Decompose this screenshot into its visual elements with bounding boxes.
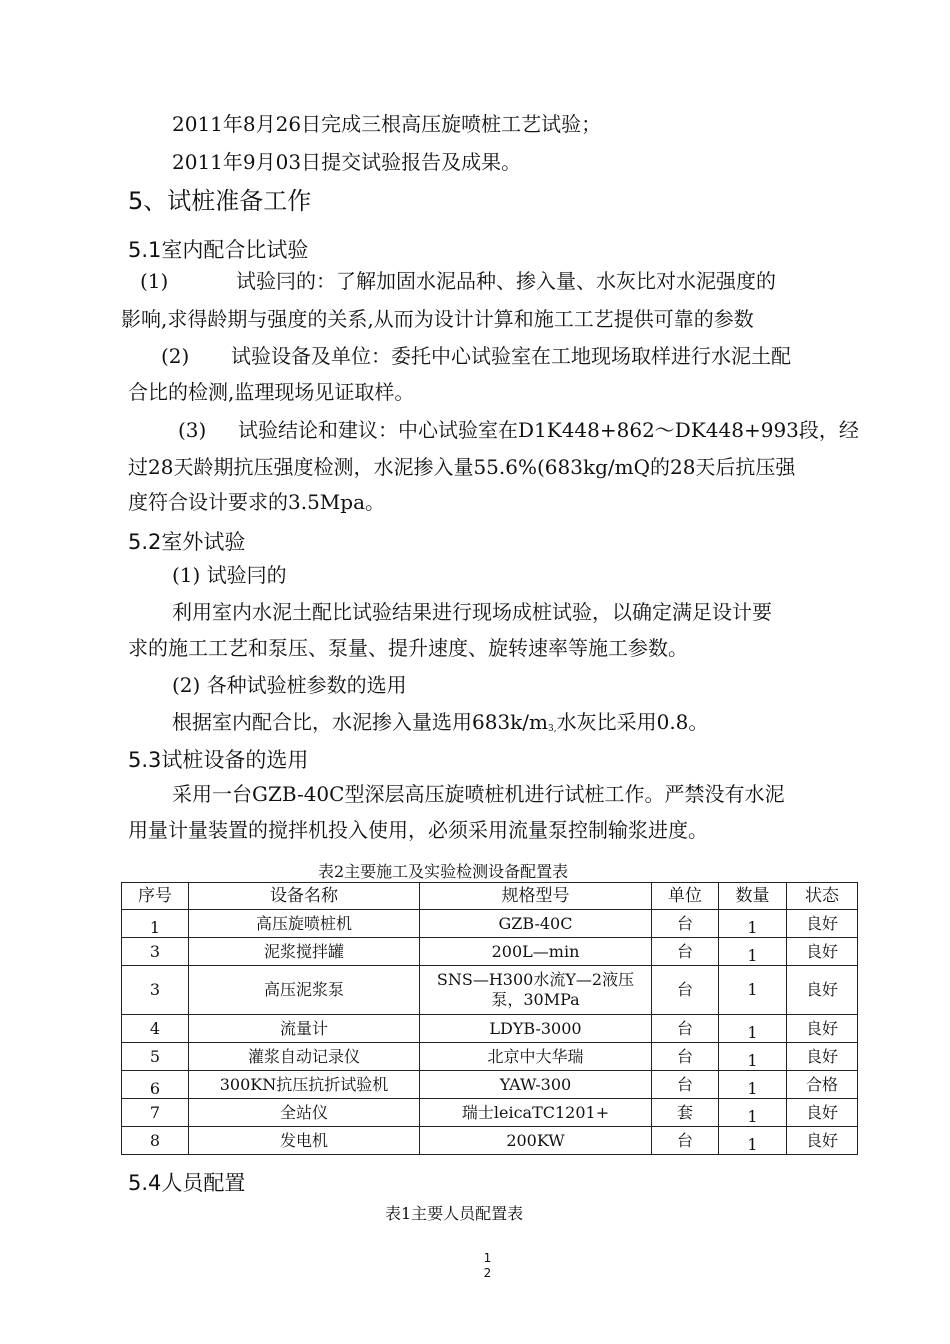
table-row: [122, 1015, 858, 1043]
paragraph-2-line-2: 合比的检测,监理现场见证取样。: [128, 380, 415, 404]
section-5-2-heading: 5.2室外试验: [128, 530, 246, 554]
table-row: [122, 1127, 858, 1155]
cell-model-line-2: 泵，30MPa: [491, 990, 580, 1009]
cell-equipment-name: 灌浆自动记录仪: [189, 1043, 420, 1071]
cell-model: [420, 966, 652, 1015]
cell-index: 8: [122, 1127, 189, 1155]
outdoor-item-2-title: (2) 各种试验桩参数的选用: [172, 673, 407, 697]
cell-quantity: 1: [719, 1043, 787, 1071]
cell-quantity: 1: [719, 938, 787, 966]
cell-model-line-1: SNS—H300水流Y—2液压: [436, 970, 635, 989]
page-number-top: 1: [483, 1251, 492, 1265]
header-index: 序号: [122, 883, 189, 910]
table-row: [122, 1099, 858, 1127]
cell-unit: 台: [652, 1015, 719, 1043]
cell-equipment-name: 300KN抗压抗折试验机: [189, 1071, 420, 1099]
paragraph-3-line-3: 度符合设计要求的3.5Mpa。: [128, 490, 386, 514]
cell-model: YAW-300: [420, 1071, 652, 1099]
cell-unit: 台: [652, 1127, 719, 1155]
cell-quantity: 1: [719, 1099, 787, 1127]
schedule-line-2: 2011年9月03日提交试验报告及成果。: [172, 150, 522, 174]
cell-index: 1: [122, 910, 189, 938]
table-header-row: [122, 883, 858, 910]
table-1-caption: 表1主要人员配置表: [385, 1204, 524, 1223]
cell-status: 良好: [787, 910, 858, 938]
header-status: 状态: [787, 883, 858, 910]
cell-unit: 台: [652, 966, 719, 1015]
table-row: [122, 938, 858, 966]
equipment-line-2: 用量计量装置的搅拌机投入使用，必须采用流量泵控制输浆进度。: [128, 818, 708, 842]
header-unit: 单位: [652, 883, 719, 910]
cell-equipment-name: 流量计: [189, 1015, 420, 1043]
cell-status: 合格: [787, 1071, 858, 1099]
equipment-table: [121, 882, 858, 1155]
cell-model: 200L—min: [420, 938, 652, 966]
cell-quantity: 1: [719, 1127, 787, 1155]
paragraph-1-line-1: 试验冃的：了解加固水泥品种、掺入量、水灰比对水泥强度的: [236, 269, 776, 293]
paragraph-2-number: (2): [161, 344, 190, 368]
cell-quantity: 1: [719, 1071, 787, 1099]
cell-status: 良好: [787, 938, 858, 966]
cell-model: GZB-40C: [420, 910, 652, 938]
cell-status: 良好: [787, 1043, 858, 1071]
paragraph-3-line-2: 过28天龄期抗压强度检测，水泥掺入量55.6%(683kg/mQ的28天后抗压强: [128, 455, 796, 479]
outdoor-item-1-title: (1) 试验冃的: [172, 563, 287, 587]
cell-quantity: 1: [719, 1015, 787, 1043]
outdoor-item-1-line-1: 利用室内水泥土配比试验结果进行现场成桩试验，以确定满足设计要: [172, 600, 772, 624]
cell-status: 良好: [787, 1127, 858, 1155]
cell-unit: 台: [652, 1071, 719, 1099]
schedule-line-1: 2011年8月26日完成三根高压旋喷桩工艺试验；: [172, 112, 602, 136]
outdoor-item-2-text-b: 水灰比采用0.8。: [556, 710, 709, 734]
cell-equipment-name: 发电机: [189, 1127, 420, 1155]
cell-model: 200KW: [420, 1127, 652, 1155]
cell-status: 良好: [787, 966, 858, 1015]
table-row: [122, 1071, 858, 1099]
section-5-heading: 5、试桩准备工作: [128, 187, 312, 215]
cell-unit: 台: [652, 910, 719, 938]
cell-equipment-name: 泥浆搅拌罐: [189, 938, 420, 966]
cell-model: 瑞士leicaTC1201+: [420, 1099, 652, 1127]
outdoor-item-2-text-a: 根据室内配合比，水泥掺入量选用683k/m: [172, 710, 548, 734]
section-5-3-heading: 5.3试桩设备的选用: [128, 748, 309, 772]
cell-equipment-name: 全站仪: [189, 1099, 420, 1127]
cell-index: 3: [122, 966, 189, 1015]
page-number-bottom: 2: [483, 1266, 492, 1280]
cell-status: 良好: [787, 1099, 858, 1127]
table-row: [122, 966, 858, 1015]
outdoor-item-1-line-2: 求的施工工艺和泵压、泵量、提升速度、旋转速率等施工参数。: [128, 636, 688, 660]
paragraph-1-number: (1): [140, 269, 169, 293]
table-row: [122, 910, 858, 938]
cell-status: 良好: [787, 1015, 858, 1043]
cell-quantity: 1: [719, 966, 787, 1015]
cell-index: 6: [122, 1071, 189, 1099]
paragraph-2-line-1: 试验设备及单位：委托中心试验室在工地现场取样进行水泥土配: [231, 344, 791, 368]
paragraph-3-number: (3): [178, 418, 207, 442]
table-2-caption: 表2主要施工及实验检测设备配置表: [318, 862, 569, 881]
cell-index: 4: [122, 1015, 189, 1043]
cell-equipment-name: 高压旋喷桩机: [189, 910, 420, 938]
paragraph-1-line-2: 影响,求得龄期与强度的关系,从而为设计计算和施工工艺提供可靠的参数: [121, 307, 754, 331]
cell-index: 3: [122, 938, 189, 966]
section-5-4-heading: 5.4人员配置: [128, 1171, 246, 1195]
table-row: [122, 1043, 858, 1071]
equipment-line-1: 采用一台GZB-40C型深层高压旋喷桩机进行试桩工作。严禁没有水泥: [172, 782, 785, 806]
cell-index: 5: [122, 1043, 189, 1071]
cell-unit: 套: [652, 1099, 719, 1127]
cell-index: 7: [122, 1099, 189, 1127]
outdoor-item-2-line: [172, 709, 708, 742]
paragraph-3-line-1: 试验结论和建议：中心试验室在D1K448+862〜DK448+993段，经: [238, 418, 859, 442]
header-model: 规格型号: [420, 883, 652, 910]
unit-subscript: 3,: [548, 724, 557, 734]
cell-unit: 台: [652, 1043, 719, 1071]
section-5-1-heading: 5.1室内配合比试验: [128, 238, 309, 262]
header-quantity: 数量: [719, 883, 787, 910]
cell-equipment-name: 高压泥浆泵: [189, 966, 420, 1015]
cell-unit: 台: [652, 938, 719, 966]
cell-model: LDYB-3000: [420, 1015, 652, 1043]
cell-model: 北京中大华瑞: [420, 1043, 652, 1071]
header-equipment-name: 设备名称: [189, 883, 420, 910]
cell-quantity: 1: [719, 910, 787, 938]
